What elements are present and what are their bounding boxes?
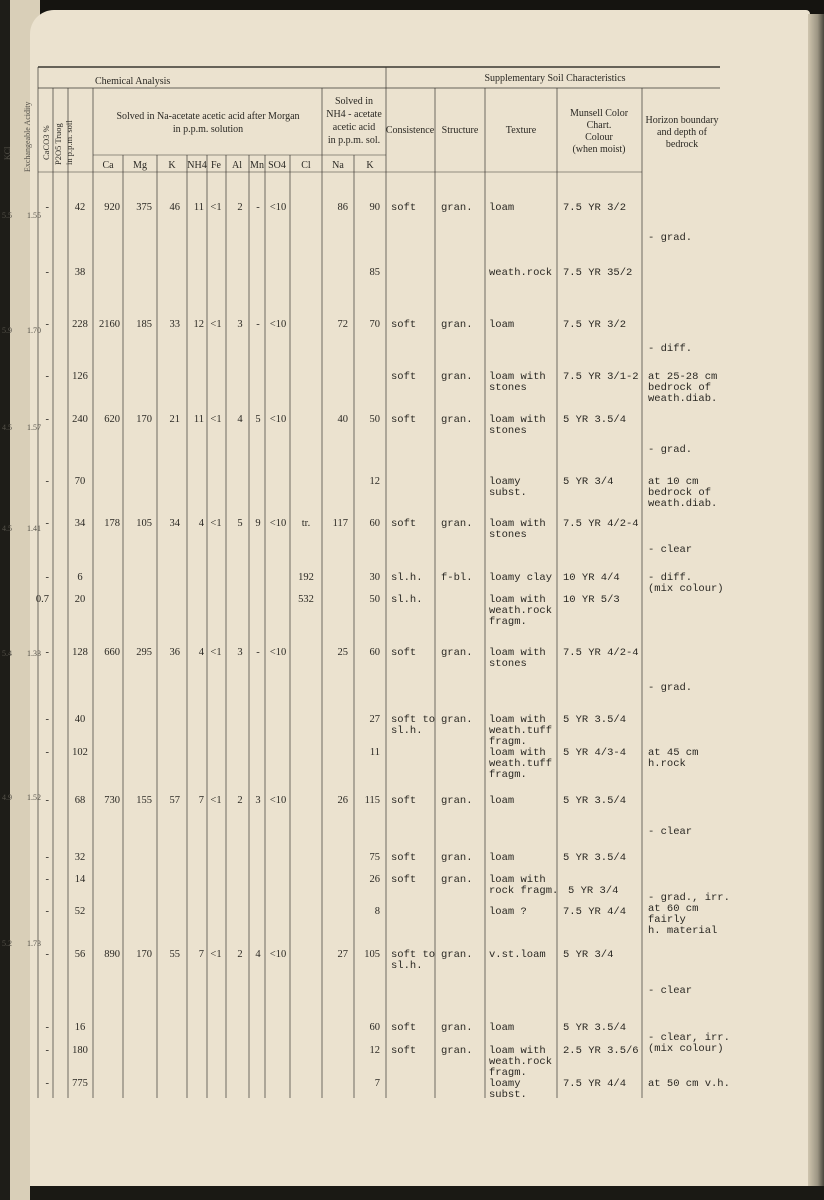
row-1-munsell: 7.5 YR 3/2 (563, 202, 627, 214)
subheader-k: K (168, 160, 176, 171)
row-13-fe: <1 (210, 795, 222, 806)
margin-value: 1.70 (27, 326, 41, 335)
row-17-consistence: sl.h. (391, 960, 423, 972)
row-8-cl: 192 (298, 572, 314, 583)
horizon-boundary-4: - clear (648, 544, 693, 556)
row-12-texture: loam with (489, 747, 546, 759)
row-10-p2o5: 128 (72, 647, 88, 658)
row-13-ca: 730 (104, 795, 120, 806)
subheader-na: Na (332, 160, 344, 171)
row-5-consistence: soft (391, 414, 417, 426)
margin-value: 5.9 (2, 326, 12, 335)
row-3-so4: <10 (269, 319, 287, 330)
row-14-munsell: 5 YR 3.5/4 (563, 852, 627, 864)
munsell-header: Colour (585, 132, 613, 143)
row-13-nh4: 7 (198, 795, 204, 806)
row-17-mn: 4 (255, 949, 261, 960)
row-7-fe: <1 (210, 518, 222, 529)
row-11-p2o5: 40 (74, 714, 86, 725)
subheader-cl: Cl (301, 160, 311, 171)
row-10-texture: loam with (489, 647, 546, 659)
row-1-na: 86 (337, 202, 348, 213)
nh4-header: Solved in (334, 96, 374, 107)
row-17-fe: <1 (210, 949, 222, 960)
row-7-so4: <10 (269, 518, 287, 529)
row-13-p2o5: 68 (74, 795, 86, 806)
row-4-horizon: weath.diab. (648, 393, 718, 405)
row-9-munsell: 10 YR 5/3 (563, 594, 620, 606)
row-1-mn: - (256, 202, 260, 213)
row-9-texture: weath.rock (489, 605, 553, 617)
row-8-horizon: (mix colour) (648, 583, 724, 595)
row-3-texture: loam (489, 319, 515, 331)
row-1-ca: 920 (104, 202, 120, 213)
row-16-k: 8 (374, 906, 380, 917)
subheader-al: Al (232, 160, 242, 171)
nh4-header: NH4 - acetate (326, 109, 382, 120)
row-16-p2o5: 52 (74, 906, 86, 917)
row-9-k: 50 (369, 594, 380, 605)
row-12-horizon: h.rock (648, 758, 686, 770)
row-12-p2o5: 102 (72, 747, 88, 758)
row-13-mg: 155 (136, 795, 152, 806)
margin-value: 1.73 (27, 939, 41, 948)
row-3-ca: 2160 (99, 319, 120, 330)
row-1-so4: <10 (269, 202, 287, 213)
row-13-consistence: soft (391, 795, 417, 807)
horizon-boundary-7: fairly (648, 914, 686, 926)
margin-value: 5.2 (2, 939, 12, 948)
row-3-k: 33 (169, 319, 180, 330)
row-7-mn: 9 (255, 518, 261, 529)
row-16-munsell: 7.5 YR 4/4 (563, 906, 627, 918)
row-13-al: 2 (237, 795, 243, 806)
row-3-na: 72 (337, 319, 348, 330)
row-6-caco3: - (45, 476, 49, 487)
row-5-na: 40 (337, 414, 348, 425)
horizon-boundary-7: h. material (648, 925, 718, 937)
row-2-munsell: 7.5 YR 35/2 (563, 267, 633, 279)
row-6-horizon: weath.diab. (648, 498, 718, 510)
row-2-p2o5: 38 (74, 267, 86, 278)
row-4-texture: stones (489, 382, 527, 394)
subheader-k: K (366, 160, 374, 171)
margin-value: 5.4 (2, 649, 12, 658)
row-4-texture: loam with (489, 371, 546, 383)
row-17-p2o5: 56 (74, 949, 86, 960)
row-7-k: 34 (169, 518, 180, 529)
row-7-al: 5 (237, 518, 243, 529)
row-8-caco3: - (45, 572, 49, 583)
consistence-header: Consistence (385, 125, 435, 136)
horizon-boundary-9: (mix colour) (648, 1043, 724, 1055)
row-17-al: 2 (237, 949, 243, 960)
row-10-mn: - (256, 647, 260, 658)
row-8-texture: loamy clay (489, 572, 553, 584)
row-10-nh4: 4 (198, 647, 204, 658)
row-7-cl: tr. (301, 518, 311, 529)
row-13-structure: gran. (441, 795, 473, 807)
row-4-munsell: 7.5 YR 3/1-2 (563, 371, 639, 383)
p2o5-header: P2O5 Truog (53, 123, 63, 165)
row-14-texture: loam (489, 852, 515, 864)
row-1-k: 90 (369, 202, 380, 213)
row-10-k: 60 (369, 647, 380, 658)
row-5-al: 4 (237, 414, 243, 425)
row-4-p2o5: 126 (72, 371, 88, 382)
row-9-cl: 532 (298, 594, 314, 605)
row-16-texture: loam ? (489, 906, 527, 918)
row-5-so4: <10 (269, 414, 287, 425)
horizon-header: bedrock (665, 139, 699, 150)
row-12-horizon: at 45 cm (648, 747, 699, 759)
row-1-fe: <1 (210, 202, 222, 213)
row-13-na: 26 (337, 795, 348, 806)
row-1-p2o5: 42 (74, 202, 86, 213)
row-3-mn: - (256, 319, 260, 330)
row-20-texture: subst. (489, 1089, 527, 1101)
row-4-structure: gran. (441, 371, 473, 383)
row-7-na: 117 (332, 518, 348, 529)
row-4-horizon: at 25-28 cm (648, 371, 718, 383)
row-12-k: 11 (369, 747, 380, 758)
row-5-munsell: 5 YR 3.5/4 (563, 414, 627, 426)
row-20-texture: loamy (489, 1078, 521, 1090)
row-13-so4: <10 (269, 795, 287, 806)
caco3-header: CaCO3 % (41, 125, 51, 160)
margin-value: 1.57 (27, 423, 41, 432)
margin-value: 1.55 (27, 211, 41, 220)
na-acetate-unit: in p.p.m. solution (172, 124, 244, 135)
row-1-texture: loam (489, 202, 515, 214)
row-1-structure: gran. (441, 202, 473, 214)
row-10-ca: 660 (104, 647, 120, 658)
margin-value: 4.5 (2, 524, 12, 533)
row-15-munsell: 5 YR 3/4 (568, 885, 619, 897)
munsell-header: Munsell Color (569, 108, 629, 119)
row-17-na: 27 (337, 949, 348, 960)
row-7-k: 60 (369, 518, 380, 529)
row-20-caco3: - (45, 1078, 49, 1089)
horizon-boundary-7: at 60 cm (648, 903, 699, 915)
row-19-texture: weath.rock (489, 1056, 553, 1068)
row-6-k: 12 (369, 476, 380, 487)
row-19-texture: fragm. (489, 1067, 527, 1079)
row-7-p2o5: 34 (74, 518, 86, 529)
row-20-horizon: at 50 cm v.h. (648, 1078, 730, 1090)
row-12-texture: fragm. (489, 769, 527, 781)
row-6-p2o5: 70 (74, 476, 86, 487)
row-12-munsell: 5 YR 4/3-4 (563, 747, 627, 759)
row-10-k: 36 (169, 647, 180, 658)
row-10-mg: 295 (136, 647, 152, 658)
row-19-k: 12 (369, 1045, 380, 1056)
row-3-caco3: - (45, 319, 49, 330)
row-2-texture: weath.rock (489, 267, 553, 279)
row-5-nh4: 11 (193, 414, 204, 425)
row-11-texture: loam with (489, 714, 546, 726)
row-9-p2o5: 20 (74, 594, 86, 605)
row-5-k: 50 (369, 414, 380, 425)
row-11-texture: weath.tuff (489, 725, 553, 737)
row-15-texture: rock fragm. (489, 885, 559, 897)
row-9-caco3: 0.7 (35, 594, 49, 605)
row-1-nh4: 11 (193, 202, 204, 213)
horizon-boundary-5: - grad. (648, 682, 693, 694)
row-8-k: 30 (369, 572, 380, 583)
row-6-munsell: 5 YR 3/4 (563, 476, 614, 488)
row-10-caco3: - (45, 647, 49, 658)
horizon-boundary-9: - clear, irr. (648, 1032, 730, 1044)
row-5-k: 21 (169, 414, 180, 425)
row-17-consistence: soft to (391, 949, 436, 961)
row-8-munsell: 10 YR 4/4 (563, 572, 620, 584)
munsell-header: (when moist) (572, 144, 626, 155)
row-10-structure: gran. (441, 647, 473, 659)
row-11-consistence: soft to (391, 714, 436, 726)
margin-header: KCl (3, 146, 12, 160)
nh4-header: in p.p.m. sol. (327, 135, 381, 146)
row-17-texture: v.st.loam (489, 949, 546, 961)
row-13-k: 57 (169, 795, 180, 806)
horizon-header: Horizon boundary (645, 115, 719, 126)
row-5-mg: 170 (136, 414, 152, 425)
munsell-header: Chart. (586, 120, 612, 131)
margin-value: 4.5 (2, 423, 12, 432)
supplementary-heading: Supplementary Soil Characteristics (484, 73, 626, 84)
row-9-texture: loam with (489, 594, 546, 606)
subheader-ca: Ca (102, 160, 114, 171)
row-19-consistence: soft (391, 1045, 417, 1057)
row-7-structure: gran. (441, 518, 473, 530)
row-5-fe: <1 (210, 414, 222, 425)
row-20-k: 7 (374, 1078, 380, 1089)
row-8-structure: f-bl. (441, 572, 473, 584)
row-7-ca: 178 (104, 518, 120, 529)
row-17-munsell: 5 YR 3/4 (563, 949, 614, 961)
row-3-p2o5: 228 (72, 319, 88, 330)
row-2-caco3: - (45, 267, 49, 278)
row-19-texture: loam with (489, 1045, 546, 1057)
row-3-mg: 185 (136, 319, 152, 330)
horizon-boundary-7: - grad., irr. (648, 892, 730, 904)
row-3-fe: <1 (210, 319, 222, 330)
margin-value: 4.9 (2, 793, 12, 802)
row-10-texture: stones (489, 658, 527, 670)
row-14-k: 75 (369, 852, 380, 863)
row-4-caco3: - (45, 371, 49, 382)
row-3-consistence: soft (391, 319, 417, 331)
row-5-texture: stones (489, 425, 527, 437)
row-15-structure: gran. (441, 874, 473, 886)
horizon-boundary-3: - grad. (648, 444, 693, 456)
row-18-p2o5: 16 (74, 1022, 86, 1033)
row-17-ca: 890 (104, 949, 120, 960)
row-17-nh4: 7 (198, 949, 204, 960)
row-10-consistence: soft (391, 647, 417, 659)
row-13-texture: loam (489, 795, 515, 807)
row-3-k: 70 (369, 319, 380, 330)
row-6-texture: subst. (489, 487, 527, 499)
row-14-consistence: soft (391, 852, 417, 864)
row-5-ca: 620 (104, 414, 120, 425)
row-19-p2o5: 180 (72, 1045, 88, 1056)
p2o5-header-unit: in p.p.m. soil (64, 120, 74, 165)
row-7-texture: stones (489, 529, 527, 541)
margin-value: 5.5 (2, 211, 12, 220)
row-12-caco3: - (45, 747, 49, 758)
row-14-caco3: - (45, 852, 49, 863)
horizon-boundary-1: - grad. (648, 232, 693, 244)
row-6-horizon: at 10 cm (648, 476, 699, 488)
margin-header: Exchangeable Acidity (23, 101, 32, 172)
row-17-mg: 170 (136, 949, 152, 960)
row-1-k: 46 (169, 202, 180, 213)
row-1-caco3: - (45, 202, 49, 213)
row-13-caco3: - (45, 795, 49, 806)
row-12-texture: weath.tuff (489, 758, 553, 770)
row-7-texture: loam with (489, 518, 546, 530)
row-13-munsell: 5 YR 3.5/4 (563, 795, 627, 807)
row-11-consistence: sl.h. (391, 725, 423, 737)
row-6-horizon: bedrock of (648, 487, 712, 499)
row-5-caco3: - (45, 414, 49, 425)
row-17-k: 55 (169, 949, 180, 960)
row-18-consistence: soft (391, 1022, 417, 1034)
row-11-k: 27 (369, 714, 380, 725)
row-5-mn: 5 (255, 414, 261, 425)
subheader-nh4: NH4 (187, 160, 207, 171)
chemical-analysis-heading: Chemical Analysis (95, 76, 171, 87)
row-7-consistence: soft (391, 518, 417, 530)
row-3-al: 3 (237, 319, 243, 330)
row-18-structure: gran. (441, 1022, 473, 1034)
row-13-mn: 3 (255, 795, 261, 806)
na-acetate-header: Solved in Na-acetate acetic acid after Morgan (116, 111, 300, 122)
row-4-consistence: soft (391, 371, 417, 383)
row-11-texture: fragm. (489, 736, 527, 748)
horizon-boundary-6: - clear (648, 826, 693, 838)
row-17-k: 105 (364, 949, 380, 960)
row-1-al: 2 (237, 202, 243, 213)
row-15-p2o5: 14 (74, 874, 86, 885)
row-5-p2o5: 240 (72, 414, 88, 425)
row-17-caco3: - (45, 949, 49, 960)
row-19-munsell: 2.5 YR 3.5/6 (563, 1045, 639, 1057)
row-18-caco3: - (45, 1022, 49, 1033)
row-11-caco3: - (45, 714, 49, 725)
row-3-munsell: 7.5 YR 3/2 (563, 319, 627, 331)
row-6-texture: loamy (489, 476, 521, 488)
nh4-header: acetic acid (332, 122, 376, 133)
horizon-boundary-8: - clear (648, 985, 693, 997)
row-17-structure: gran. (441, 949, 473, 961)
row-8-horizon: - diff. (648, 572, 693, 584)
row-10-fe: <1 (210, 647, 222, 658)
row-10-so4: <10 (269, 647, 287, 658)
texture-header: Texture (505, 125, 537, 136)
row-14-structure: gran. (441, 852, 473, 864)
row-3-nh4: 12 (193, 319, 204, 330)
row-10-na: 25 (337, 647, 348, 658)
row-9-consistence: sl.h. (391, 594, 423, 606)
horizon-boundary-2: - diff. (648, 343, 693, 355)
row-14-p2o5: 32 (74, 852, 86, 863)
row-16-caco3: - (45, 906, 49, 917)
row-13-k: 115 (364, 795, 380, 806)
row-18-k: 60 (369, 1022, 380, 1033)
row-15-k: 26 (369, 874, 380, 885)
row-15-texture: loam with (489, 874, 546, 886)
row-11-munsell: 5 YR 3.5/4 (563, 714, 627, 726)
subheader-fe: Fe (211, 160, 221, 171)
margin-value: 1.33 (27, 649, 41, 658)
row-15-consistence: soft (391, 874, 417, 886)
row-7-mg: 105 (136, 518, 152, 529)
margin-value: 1.52 (27, 793, 41, 802)
row-20-p2o5: 775 (72, 1078, 88, 1089)
row-8-consistence: sl.h. (391, 572, 423, 584)
subheader-so4: SO4 (268, 160, 286, 171)
row-1-consistence: soft (391, 202, 417, 214)
row-17-so4: <10 (269, 949, 287, 960)
row-5-structure: gran. (441, 414, 473, 426)
row-15-caco3: - (45, 874, 49, 885)
row-9-texture: fragm. (489, 616, 527, 628)
subheader-mg: Mg (133, 160, 147, 171)
margin-value: 1.41 (27, 524, 41, 533)
row-7-caco3: - (45, 518, 49, 529)
row-4-horizon: bedrock of (648, 382, 712, 394)
horizon-header: and depth of (657, 127, 707, 138)
row-7-nh4: 4 (198, 518, 204, 529)
row-2-k: 85 (369, 267, 380, 278)
structure-header: Structure (441, 125, 479, 136)
row-5-texture: loam with (489, 414, 546, 426)
row-1-mg: 375 (136, 202, 152, 213)
row-18-texture: loam (489, 1022, 515, 1034)
row-11-structure: gran. (441, 714, 473, 726)
row-19-caco3: - (45, 1045, 49, 1056)
row-18-munsell: 5 YR 3.5/4 (563, 1022, 627, 1034)
row-10-munsell: 7.5 YR 4/2-4 (563, 647, 639, 659)
subheader-mn: Mn (250, 160, 264, 171)
row-7-munsell: 7.5 YR 4/2-4 (563, 518, 639, 530)
row-8-p2o5: 6 (77, 572, 83, 583)
row-19-structure: gran. (441, 1045, 473, 1057)
row-3-structure: gran. (441, 319, 473, 331)
row-10-al: 3 (237, 647, 243, 658)
row-20-munsell: 7.5 YR 4/4 (563, 1078, 627, 1090)
